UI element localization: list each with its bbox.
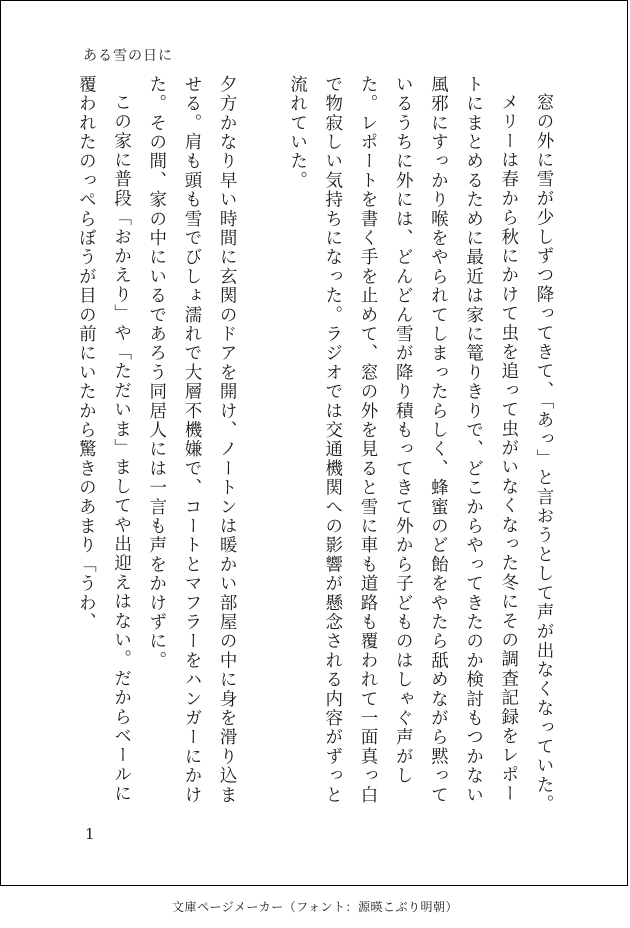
vertical-text-body [68,75,561,815]
paragraph-4: この家に普段「おかえり」や「ただいま」ましてや出迎えはない。だからベールに覆われたのっぺらぼうが目の前にいたから驚きのあまり「うわ、 [76,75,132,803]
paragraph-3: 夕方かなり早い時間に玄関のドアを開け、ノートンは暖かい部屋の中に身を滑り込ませる。肩も頭も雪でびしょ濡れで大層不機嫌で、コートとマフラーをハンガーにかけた。その間、家の中にいるであろう同居人には一言も声をかけずに。 [146,75,238,805]
paragraph-1: 窓の外に雪が少しずつ降ってきて、「あっ」と言おうとして声が出なくなっていた。 [534,92,554,814]
paragraph-2: メリーは春から秋にかけて虫を追って虫がいなくなった冬にその調査記録をレポートにまとめるために最近は家に篭りきりで、どこからやってきたのか検討もつかない風邪にすっかり喉をやられてしまったらしく、蜂蜜のど飴をやたら舐めながら黙っているうちに外には、どんどん雪が降り積もってきて外から子どものはしゃぐ声がした。レポートを書く手を止めて、窓の外を見ると雪に車も道路も覆われて一面真っ白で物寂しい気持ちになった。ラジオでは交通機関への影響が懸念される内容がずっと流れていた。 [287,75,519,805]
footer-credit: 文庫ページメーカー（フォント：源暎こぶり明朝） [171,900,459,914]
running-header-title: ある雪の日に [83,48,173,64]
page-number: 1 [85,825,95,843]
